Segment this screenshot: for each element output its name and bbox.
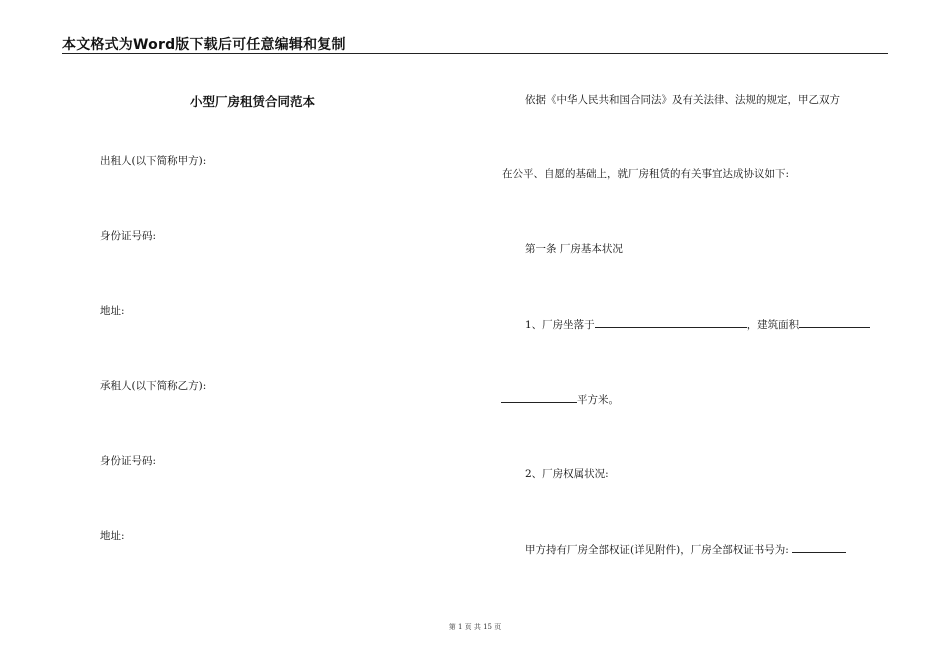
ownership-line	[525, 542, 846, 557]
item-1-continuation	[501, 392, 619, 407]
item-1-line	[525, 317, 870, 332]
article-1-heading: 第一条 厂房基本状况	[525, 243, 623, 255]
item-1-prefix: 1、厂房坐落于	[525, 319, 595, 331]
document-title: 小型厂房租赁合同范本	[190, 94, 316, 109]
lessee-id-label: 身份证号码:	[100, 455, 157, 467]
lessor-label: 出租人(以下简称甲方):	[100, 155, 207, 167]
item-2-line: 2、厂房权属状况:	[525, 468, 609, 480]
item-1-mid: ，建筑面积	[746, 319, 800, 331]
intro-line-1: 依据《中华人民共和国合同法》及有关法律、法规的规定，甲乙双方	[525, 94, 840, 106]
certificate-number-blank	[792, 542, 846, 553]
area-blank-continued	[501, 392, 577, 403]
intro-line-2: 在公平、自愿的基础上，就厂房租赁的有关事宜达成协议如下:	[502, 168, 790, 180]
ownership-text: 甲方持有厂房全部权证(详见附件)，厂房全部权证书号为:	[525, 544, 789, 556]
lessee-address-label: 地址:	[100, 530, 125, 542]
lessor-id-label: 身份证号码:	[100, 230, 157, 242]
lessor-address-label: 地址:	[100, 305, 125, 317]
lessee-label: 承租人(以下简称乙方):	[100, 380, 207, 392]
header-title: 本文格式为Word版下载后可任意编辑和复制	[62, 37, 346, 53]
item-1-suffix: 平方米。	[577, 394, 619, 406]
page-footer: 第 1 页 共 15 页	[448, 623, 502, 631]
location-blank	[595, 317, 747, 328]
header-divider	[62, 53, 888, 54]
area-blank	[799, 317, 870, 328]
